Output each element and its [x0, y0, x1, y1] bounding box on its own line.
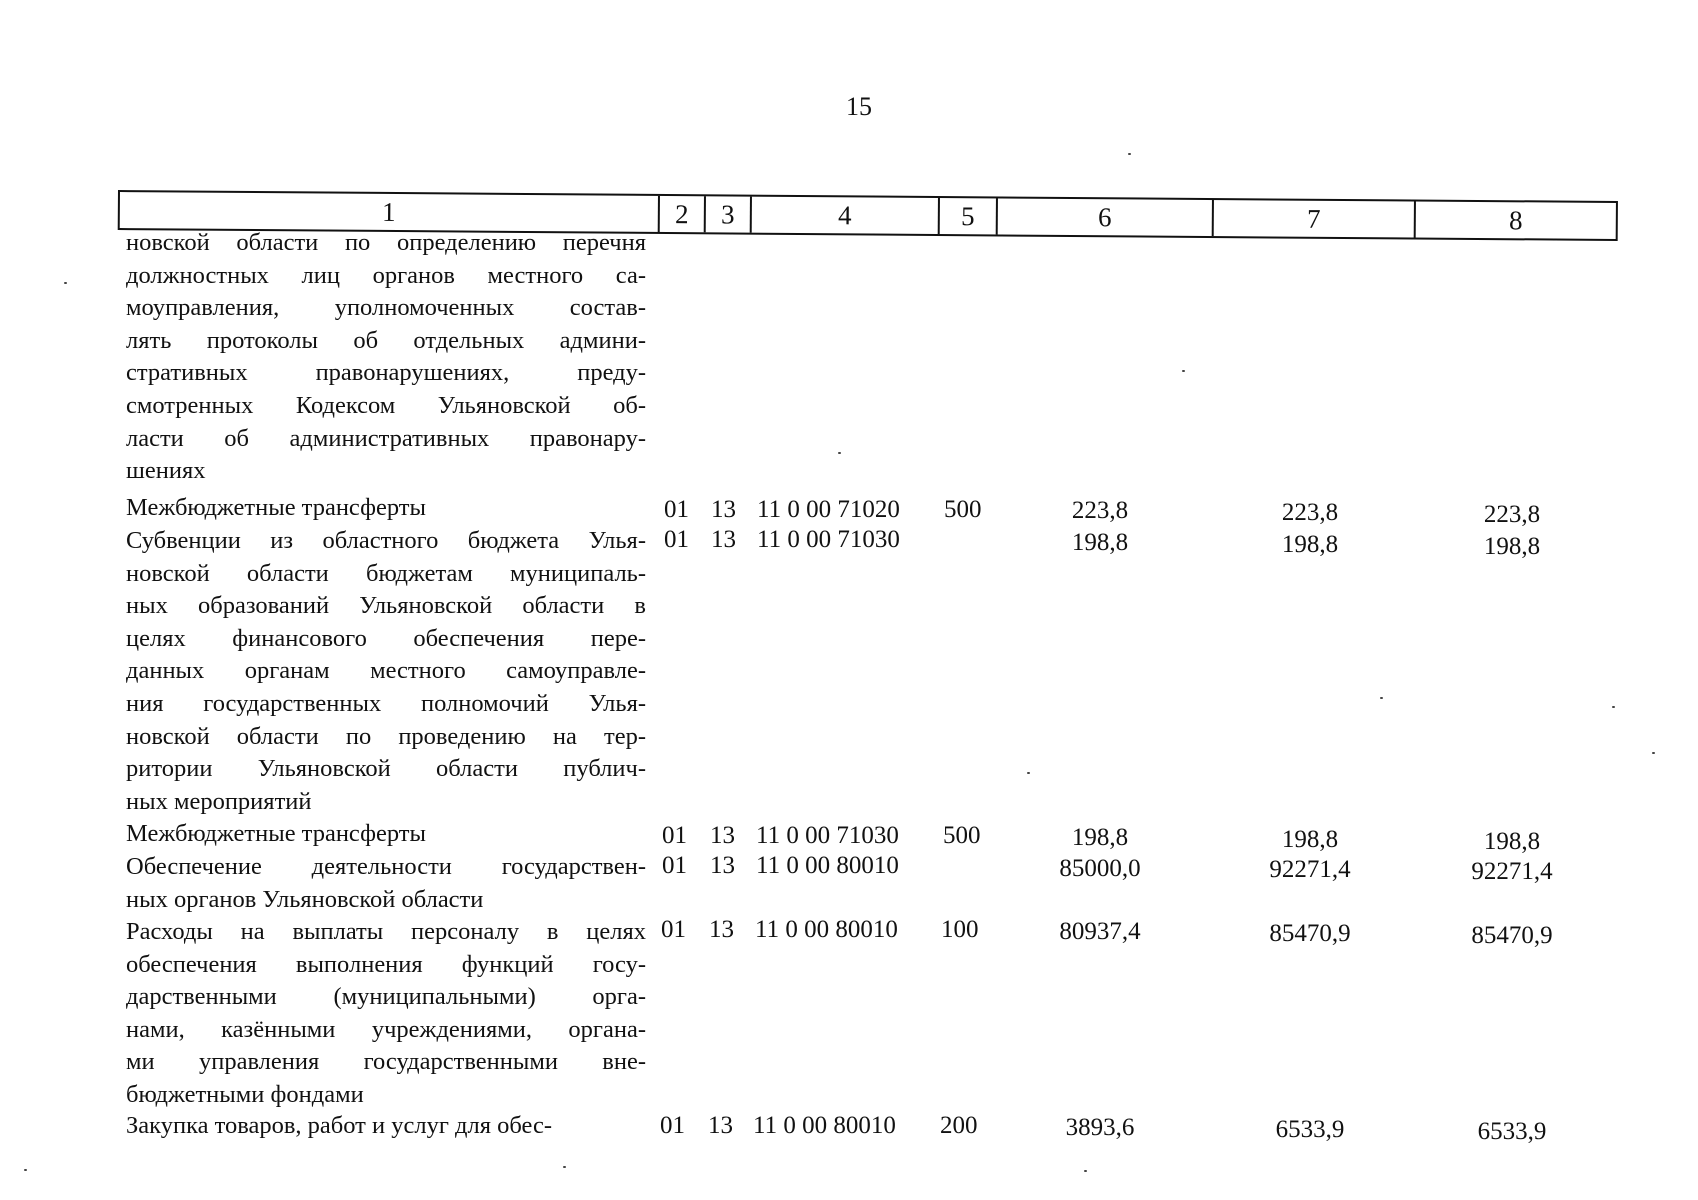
row-line: дарственными (муниципальными) орга-: [126, 983, 646, 1011]
row-line: ния государственных полномочий Улья-: [126, 689, 646, 717]
subsection-code: 13: [708, 1112, 733, 1139]
amount-col-6: 85000,0: [1059, 855, 1141, 882]
amount-col-8: 6533,9: [1477, 1118, 1547, 1145]
amount-col-6: 80937,4: [1059, 918, 1141, 945]
expense-type-code: 500: [943, 822, 981, 849]
page-number: 15: [846, 92, 872, 121]
header-col-8: 8: [1508, 205, 1523, 236]
row-line: данных органам местного самоуправле-: [126, 657, 646, 685]
scan-speck: [1027, 772, 1030, 774]
target-article-code: 11 0 00 80010: [755, 916, 898, 943]
amount-col-7: 198,8: [1281, 826, 1339, 853]
subsection-code: 13: [710, 822, 735, 849]
section-code: 01: [662, 822, 687, 849]
row-description: [126, 227, 646, 488]
target-article-code: 11 0 00 80010: [753, 1112, 896, 1139]
row-description: [126, 818, 646, 851]
subsection-code: 13: [710, 852, 735, 879]
expense-type-code: 500: [944, 496, 982, 523]
amount-col-7: 85470,9: [1269, 920, 1351, 947]
row-line: Межбюджетные трансферты: [126, 494, 426, 521]
target-article-code: 11 0 00 71030: [757, 526, 900, 553]
row-line: новской области по определению перечня: [126, 229, 646, 256]
scan-speck: [24, 1169, 27, 1171]
amount-col-8: 223,8: [1483, 501, 1541, 528]
row-description: [126, 916, 646, 1112]
amount-col-6: 198,8: [1071, 824, 1129, 851]
row-line: Расходы на выплаты персоналу в целях: [126, 918, 646, 945]
row-line: ных образований Ульяновской области в: [126, 592, 646, 620]
expense-type-code: 200: [940, 1112, 978, 1139]
row-description: [126, 525, 646, 818]
scan-speck: [1380, 697, 1383, 699]
row-line: нами, казёнными учреждениями, органа-: [126, 1015, 646, 1043]
row-line: ласти об административных правонару-: [126, 424, 646, 452]
amount-col-7: 223,8: [1281, 499, 1339, 526]
scan-speck: [1612, 706, 1615, 708]
section-code: 01: [661, 916, 686, 943]
header-col-3: 3: [706, 196, 752, 232]
target-article-code: 11 0 00 80010: [756, 852, 899, 879]
header-col-2: 2: [660, 196, 706, 232]
row-line: бюджетными фондами: [126, 1080, 364, 1108]
section-code: 01: [664, 496, 689, 523]
row-line: Обеспечение деятельности государствен-: [126, 853, 646, 880]
amount-col-7: 198,8: [1281, 531, 1339, 558]
scan-speck: [1182, 370, 1185, 372]
row-line: новской области по проведению на тер-: [126, 722, 646, 750]
target-article-code: 11 0 00 71020: [757, 496, 900, 523]
row-description: [126, 492, 646, 525]
row-line: Закупка товаров, работ и услуг для обес-: [126, 1112, 553, 1139]
subsection-code: 13: [709, 916, 734, 943]
amount-col-6: 223,8: [1071, 497, 1129, 524]
scan-speck: [563, 1166, 566, 1168]
row-description: [126, 1110, 646, 1143]
row-line: стративных правонарушениях, преду-: [126, 359, 646, 387]
amount-col-8: 92271,4: [1471, 858, 1553, 885]
scan-speck: [1652, 752, 1655, 754]
row-line: обеспечения выполнения функций госу-: [126, 950, 646, 978]
amount-col-8: 85470,9: [1471, 922, 1553, 949]
subsection-code: 13: [711, 526, 736, 553]
amount-col-6: 198,8: [1071, 529, 1129, 556]
target-article-code: 11 0 00 71030: [756, 822, 899, 849]
amount-col-8: 198,8: [1483, 828, 1541, 855]
row-line: лять протоколы об отдельных админи-: [126, 326, 646, 354]
row-line: ных мероприятий: [126, 787, 312, 815]
header-col-5: 5: [940, 198, 998, 234]
scan-speck: [1084, 1170, 1087, 1172]
amount-col-7: 92271,4: [1269, 856, 1351, 883]
expense-type-code: 100: [941, 916, 979, 943]
scan-speck: [64, 282, 67, 284]
row-line: шениях: [126, 457, 206, 485]
scan-speck: [1128, 153, 1131, 155]
section-code: 01: [660, 1112, 685, 1139]
header-col-4: 4: [752, 197, 940, 234]
row-line: смотренных Кодексом Ульяновской об-: [126, 391, 646, 419]
section-code: 01: [664, 526, 689, 553]
scan-speck: [838, 452, 841, 454]
row-line: целях финансового обеспечения пере-: [126, 624, 646, 652]
section-code: 01: [662, 852, 687, 879]
row-line: ных органов Ульяновской области: [126, 885, 484, 913]
subsection-code: 13: [711, 496, 736, 523]
row-line: ми управления государственными вне-: [126, 1048, 646, 1076]
header-col-1: 1: [120, 192, 660, 232]
row-line: должностных лиц органов местного са-: [126, 261, 646, 289]
amount-col-7: 6533,9: [1275, 1116, 1345, 1143]
amount-col-6: 3893,6: [1065, 1114, 1135, 1141]
header-col-7: 7: [1214, 200, 1416, 237]
row-line: Субвенции из областного бюджета Улья-: [126, 527, 646, 554]
row-line: Межбюджетные трансферты: [126, 820, 426, 847]
row-line: ритории Ульяновской области публич-: [126, 755, 646, 783]
row-line: новской области бюджетам муниципаль-: [126, 559, 646, 587]
row-line: моуправления, уполномоченных состав-: [126, 294, 646, 322]
amount-col-8: 198,8: [1483, 533, 1541, 560]
header-col-6: 6: [998, 198, 1214, 236]
row-description: [126, 851, 646, 916]
